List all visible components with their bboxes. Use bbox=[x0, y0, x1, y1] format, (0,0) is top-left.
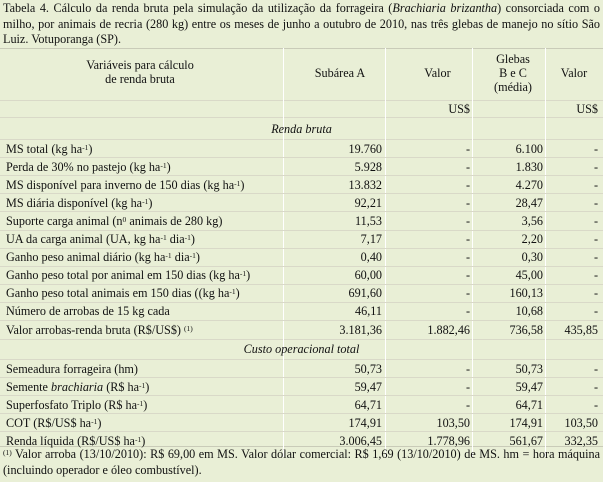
unit-valor-1: US$ bbox=[448, 102, 470, 116]
value-valor-2: 103,50 bbox=[564, 415, 598, 430]
value-glebas-bc: 736,58 bbox=[509, 322, 543, 337]
header-valor-1: Valor bbox=[424, 66, 451, 80]
value-valor-1: - bbox=[465, 195, 470, 210]
value-valor-2: - bbox=[593, 141, 598, 156]
value-subarea-a: 50,73 bbox=[354, 361, 382, 376]
value-glebas-bc: 6.100 bbox=[515, 141, 543, 156]
value-glebas-bc: 3,56 bbox=[521, 213, 543, 228]
value-valor-2: - bbox=[593, 195, 598, 210]
row-label: COT (R$/US$ $ha^{-1}$) bbox=[6, 415, 102, 430]
value-subarea-a: 46,11 bbox=[355, 304, 382, 319]
value-valor-2: 332,35 bbox=[564, 433, 598, 448]
value-subarea-a: 174,91 bbox=[348, 415, 382, 430]
value-subarea-a: 5.928 bbox=[354, 159, 382, 174]
header-variables: Variáveis para cálculo de renda bruta bbox=[86, 58, 194, 86]
unit-valor-2: US$ bbox=[576, 102, 598, 116]
rule-header bbox=[0, 100, 603, 101]
row-label: Ganho peso total animais em 150 dias ((kg $ha^{-1}$) bbox=[6, 286, 240, 301]
value-subarea-a: 60,00 bbox=[354, 268, 382, 283]
value-valor-1: - bbox=[465, 304, 470, 319]
value-subarea-a: 92,21 bbox=[354, 195, 382, 210]
value-valor-2: - bbox=[593, 286, 598, 301]
value-glebas-bc: 2,20 bbox=[521, 232, 543, 246]
row-label: UA da carga animal (UA, kg $ha^{-1}$ dia$^{-1}$) bbox=[6, 232, 195, 246]
value-subarea-a: 11,53 bbox=[355, 213, 382, 228]
row-label: MS disponível para inverno de 150 dias (kg $ha^{-1}$) bbox=[6, 177, 245, 192]
value-valor-1: - bbox=[465, 159, 470, 174]
header-valor-2: Valor bbox=[560, 66, 588, 80]
value-glebas-bc: 174,91 bbox=[509, 415, 543, 430]
value-valor-2: - bbox=[593, 159, 598, 174]
value-valor-2: - bbox=[593, 213, 598, 228]
row-label: MS total (kg $ha^{-1}$) bbox=[6, 141, 93, 156]
value-subarea-a: 0,40 bbox=[360, 250, 382, 265]
caption-text-2: ) consorciada com o milho, por animais de recria (280 kg) entre os meses de junho a outubro de 2010, nas três glebas de manejo no sítio São Luiz. Votuporanga (SP). bbox=[3, 1, 601, 47]
value-valor-2: - bbox=[593, 268, 598, 283]
row-label: Suporte carga animal ($n^0$ animais de 280 kg) bbox=[6, 213, 223, 228]
section-renda-bruta: Renda bruta bbox=[271, 122, 332, 136]
value-subarea-a: 7,17 bbox=[360, 232, 382, 246]
value-valor-1: 103,50 bbox=[436, 415, 470, 430]
value-valor-2: - bbox=[593, 304, 598, 319]
value-valor-1: 1.778,96 bbox=[427, 433, 470, 448]
value-valor-2: - bbox=[593, 361, 598, 376]
caption-text-1: Tabela 4. Cálculo da renda bruta pela simulação da utilização da forrageira ( bbox=[3, 1, 393, 15]
value-valor-1: - bbox=[465, 213, 470, 228]
value-valor-1: - bbox=[465, 379, 470, 394]
value-valor-2: - bbox=[593, 177, 598, 192]
header-glebas: Glebas B e C (média) bbox=[494, 52, 532, 94]
section-custo-operacional: Custo operacional total bbox=[243, 342, 360, 356]
value-glebas-bc: 64,71 bbox=[515, 397, 543, 412]
value-subarea-a: 59,47 bbox=[354, 379, 382, 394]
caption-species: Brachiaria brizantha bbox=[392, 1, 498, 15]
value-glebas-bc: 0,30 bbox=[521, 250, 543, 265]
table-caption bbox=[3, 1, 600, 48]
value-valor-1: - bbox=[465, 286, 470, 301]
value-valor-2: - bbox=[593, 232, 598, 246]
value-valor-1: - bbox=[465, 361, 470, 376]
value-valor-2: - bbox=[593, 250, 598, 265]
value-valor-1: - bbox=[465, 141, 470, 156]
value-valor-1: - bbox=[465, 397, 470, 412]
value-valor-1: 1.882,46 bbox=[427, 322, 470, 337]
value-subarea-a: 3.006,45 bbox=[339, 433, 382, 448]
value-valor-2: - bbox=[593, 379, 598, 394]
value-glebas-bc: 10,68 bbox=[515, 304, 543, 319]
value-valor-1: - bbox=[465, 177, 470, 192]
value-subarea-a: 3.181,36 bbox=[339, 322, 382, 337]
row-label: Semente brachiaria (R$ $ha^{-1}$) bbox=[6, 379, 150, 394]
value-valor-2: 435,85 bbox=[564, 322, 598, 337]
value-glebas-bc: 1.830 bbox=[515, 159, 543, 174]
row-label: Semeadura forrageira (hm) bbox=[6, 361, 138, 376]
value-glebas-bc: 50,73 bbox=[515, 361, 543, 376]
row-label: Perda de 30% no pastejo (kg $ha^{-1}$) bbox=[6, 159, 171, 174]
row-label: Valor arrobas-renda bruta (R$/US$) $^{(1)}$ bbox=[6, 322, 193, 337]
row-label: MS diária disponível (kg $ha^{-1}$) bbox=[6, 195, 153, 210]
table-footnote: $^{(1)}$ Valor arroba (13/10/2010): R$ 69,00 em MS. Valor dólar comercial: R$ 1,69 (13/10/2010) de MS. hm = hora máquina (incluindo operador e óleo combustível). bbox=[3, 447, 600, 477]
value-glebas-bc: 160,13 bbox=[509, 286, 543, 301]
value-subarea-a: 691,60 bbox=[348, 286, 382, 301]
row-label: Ganho peso animal diário (kg $ha^{-1}$ dia$^{-1}$) bbox=[6, 250, 200, 265]
value-glebas-bc: 28,47 bbox=[515, 195, 543, 210]
value-glebas-bc: 59,47 bbox=[515, 379, 543, 394]
row-label: Ganho peso total por animal em 150 dias (kg $ha^{-1}$) bbox=[6, 268, 251, 283]
value-subarea-a: 13.832 bbox=[348, 177, 382, 192]
header-subarea: Subárea A bbox=[314, 66, 366, 80]
value-valor-2: - bbox=[593, 397, 598, 412]
value-valor-1: - bbox=[465, 232, 470, 246]
value-subarea-a: 64,71 bbox=[354, 397, 382, 412]
value-subarea-a: 19.760 bbox=[348, 141, 382, 156]
value-glebas-bc: 4.270 bbox=[515, 177, 543, 192]
value-valor-1: - bbox=[465, 250, 470, 265]
value-valor-1: - bbox=[465, 268, 470, 283]
rule-top bbox=[0, 48, 603, 49]
value-glebas-bc: 561,67 bbox=[509, 433, 543, 448]
value-glebas-bc: 45,00 bbox=[515, 268, 543, 283]
row-label: Superfosfato Triplo (R$ $ha^{-1}$) bbox=[6, 397, 148, 412]
row-label: Número de arrobas de 15 kg cada bbox=[6, 304, 170, 319]
rule-section-2-top bbox=[0, 339, 603, 340]
row-label: Renda líquida (R$/US$ $ha^{-1}$) bbox=[6, 433, 146, 448]
rule-units bbox=[0, 117, 603, 118]
